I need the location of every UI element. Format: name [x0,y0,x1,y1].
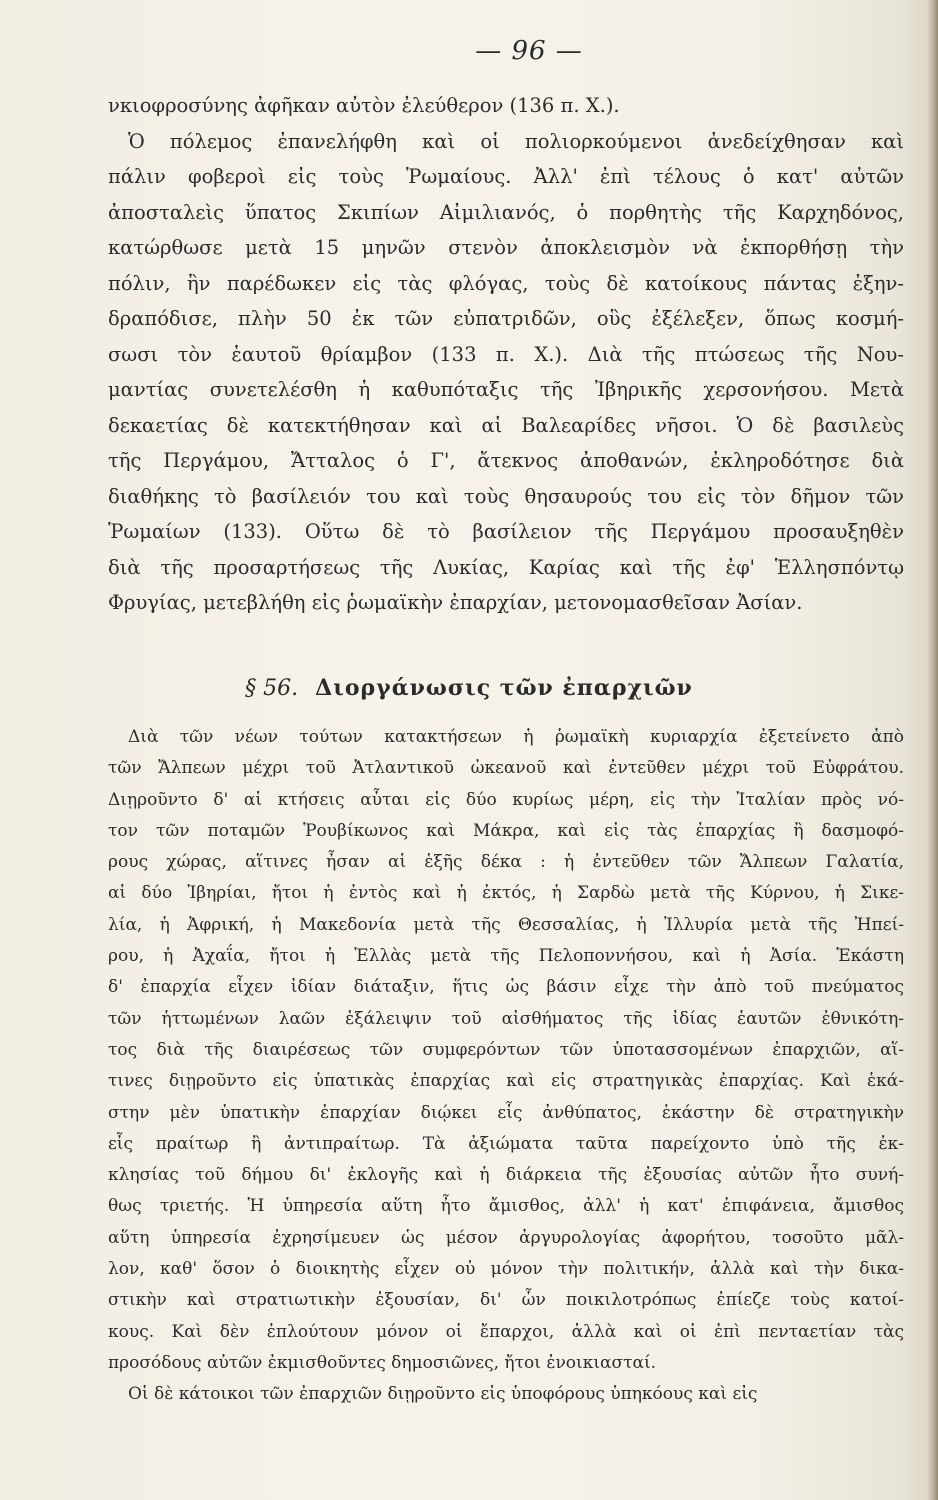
text-line: Ῥωμαίων (133). Οὕτω δὲ τὸ βασίλειον τῆς Περγάμου προσαυξηθὲν [108,520,904,543]
text-line: δραπόδισε, πλὴν 50 ἐκ τῶν εὐπατριδῶν, οὓς ἐξέλεξεν, ὅπως κοσμή- [108,307,904,330]
text-line: αὕτη ὑπηρεσία ἐχρησίμευεν ὡς μέσον ἀργυρολογίας ἀφορήτου, τοσοῦτο μᾶλ- [108,1227,904,1248]
text-line: Φρυγίας, μετεβλήθη εἰς ῥωμαϊκὴν ἐπαρχίαν, μετονομασθεῖσαν Ἀσίαν. [108,591,803,614]
text-line: διὰ τῆς προσαρτήσεως τῆς Λυκίας, Καρίας καὶ τῆς ἐφ' Ἑλλησπόντῳ [108,555,904,579]
text-line: στικὴν καὶ στρατιωτικὴν ἐξουσίαν, δι' ὧν ποικιλοτρόπως ἐπίεζε τοὺς κατοί- [108,1290,904,1311]
text-line: Διὰ τῶν νέων τούτων κατακτήσεων ἡ ῥωμαϊκὴ κυριαρχία ἐξετείνετο ἀπὸ [128,727,904,747]
page-number: — 96 — [475,36,583,66]
text-line: διαθήκης τὸ βασίλειόν του καὶ τοὺς θησαυρούς του εἰς τὸν δῆμον τῶν [108,484,904,508]
text-line: προσόδους αὐτῶν ἐκμισθοῦντες δημοσιῶνες, ἤτοι ἐνοικιασταί. [108,1352,657,1373]
text-line: δεκαετίας δὲ κατεκτήθησαν καὶ αἱ Βαλεαρίδες νῆσοι. Ὁ δὲ βασιλεὺς [108,413,904,437]
section-body [108,722,904,1411]
text-line: δ' ἐπαρχία εἶχεν ἰδίαν διάταξιν, ἥτις ὡς βάσιν εἶχε τὴν ἀπὸ τοῦ πνεύματος [108,977,904,998]
text-line: ἀποσταλεὶς ὕπατος Σκιπίων Αἰμιλιανός, ὁ πορθητὴς τῆς Καρχηδόνος, [108,200,904,224]
text-line: πόλιν, ἣν παρέδωκεν εἰς τὰς φλόγας, τοὺς δὲ κατοίκους πάντας ἐξην- [108,271,904,295]
text-line: κους. Καὶ δὲν ἐπλούτουν μόνον οἱ ἔπαρχοι, ἀλλὰ καὶ οἱ ἐπὶ πενταετίαν τὰς [108,1321,904,1342]
text-line: σωσι τὸν ἑαυτοῦ θρίαμβον (133 π. Χ.). Διὰ τῆς πτώσεως τῆς Νου- [108,342,904,366]
text-line: τῶν ἡττωμένων λαῶν ἐξάλειψιν τοῦ αἰσθήματος τῆς ἰδίας ἑαυτῶν ἐθνικότη- [108,1008,904,1029]
text-line: αἱ δύο Ἰβηρίαι, ἤτοι ἡ ἐντὸς καὶ ἡ ἐκτός, ἡ Σαρδὼ μετὰ τῆς Κύρνου, ἡ Σικε- [108,883,904,904]
text-line: ρους χώρας, αἵτινες ἦσαν αἱ ἑξῆς δέκα : ἡ ἐντεῦθεν τῶν Ἄλπεων Γαλατία, [108,852,904,873]
text-line: λία, ἡ Ἀφρική, ἡ Μακεδονία μετὰ τῆς Θεσσαλίας, ἡ Ἰλλυρία μετὰ τῆς Ἠπεί- [108,914,904,935]
text-line: πάλιν φοβεροὶ εἰς τοὺς Ῥωμαίους. Ἀλλ' ἐπὶ τέλους ὁ κατ' αὐτῶν [108,165,904,188]
section-number: § 56. [245,676,299,701]
text-line: ρου, ἡ Ἀχαΐα, ἤτοι ἡ Ἑλλὰς μετὰ τῆς Πελοποννήσου, καὶ ἡ Ἀσία. Ἑκάστη [108,946,904,967]
text-line: κλησίας τοῦ δήμου δι' ἐκλογῆς καὶ ἡ διάρκεια τῆς ἐξουσίας αὐτῶν ἦτο συνή- [108,1165,904,1186]
text-line: Οἱ δὲ κάτοικοι τῶν ἐπαρχιῶν διῃροῦντο εἰς ὑποφόρους ὑπηκόους καὶ εἰς [128,1384,758,1405]
text-line: νκιοφροσύνης ἀφῆκαν αὐτὸν ἐλεύθερον (136 π. Χ.). [108,94,620,117]
text-line: λον, καθ' ὅσον ὁ διοικητὴς εἶχεν οὐ μόνον τὴν πολιτικήν, ἀλλὰ καὶ τὴν δικα- [108,1259,904,1280]
page-edge-shadow [928,0,938,1500]
text-line: Ὁ πόλεμος ἐπανελήφθη καὶ οἱ πολιορκούμενοι ἀνεδείχθησαν καὶ [128,129,904,153]
text-line: τινες διῃροῦντο εἰς ὑπατικὰς ἐπαρχίας καὶ εἰς στρατηγικὰς ἐπαρχίας. Καὶ ἑκά- [108,1071,904,1092]
text-line: Διῃροῦντο δ' αἱ κτήσεις αὗται εἰς δύο κυρίως μέρη, εἰς τὴν Ἰταλίαν πρὸς νό- [108,789,904,810]
section-heading [0,668,938,708]
text-line: εἷς πραίτωρ ἢ ἀντιπραίτωρ. Τὰ ἀξιώματα ταῦτα παρείχοντο ὑπὸ τῆς ἐκ- [108,1133,904,1154]
text-line: τον τῶν ποταμῶν Ῥουβίκωνος καὶ Μάκρα, καὶ εἰς τὰς ἐπαρχίας ἢ δασμοφό- [108,820,904,841]
text-line: θως τριετής. Ἡ ὑπηρεσία αὕτη ἦτο ἄμισθος, ἀλλ' ἡ κατ' ἐπιφάνεια, ἄμισθος [108,1196,904,1217]
section-title: Διοργάνωσις τῶν ἐπαρχιῶν [315,675,693,701]
top-paragraph [108,88,904,621]
text-line: τος διὰ τῆς διαιρέσεως τῶν συμφερόντων τῶν ὑποτασσομένων ἐπαρχιῶν, αἵ- [108,1039,904,1060]
text-line: κατώρθωσε μετὰ 15 μηνῶν στενὸν ἀποκλεισμὸν νὰ ἐκπορθήσῃ τὴν [108,236,904,259]
text-line: μαντίας συνετελέσθη ἡ καθυπόταξις τῆς Ἰβηρικῆς χερσονήσου. Μετὰ [108,378,904,401]
text-line: τῆς Περγάμου, Ἄτταλος ὁ Γ', ἄτεκνος ἀποθανών, ἐκληροδότησε διὰ [108,449,904,472]
text-line: τῶν Ἄλπεων μέχρι τοῦ Ἀτλαντικοῦ ὠκεανοῦ καὶ ἐντεῦθεν μέχρι τοῦ Εὐφράτου. [108,758,904,779]
text-line: στην μὲν ὑπατικὴν ἐπαρχίαν διῴκει εἷς ἀνθύπατος, ἑκάστην δὲ στρατηγικὴν [108,1102,904,1123]
